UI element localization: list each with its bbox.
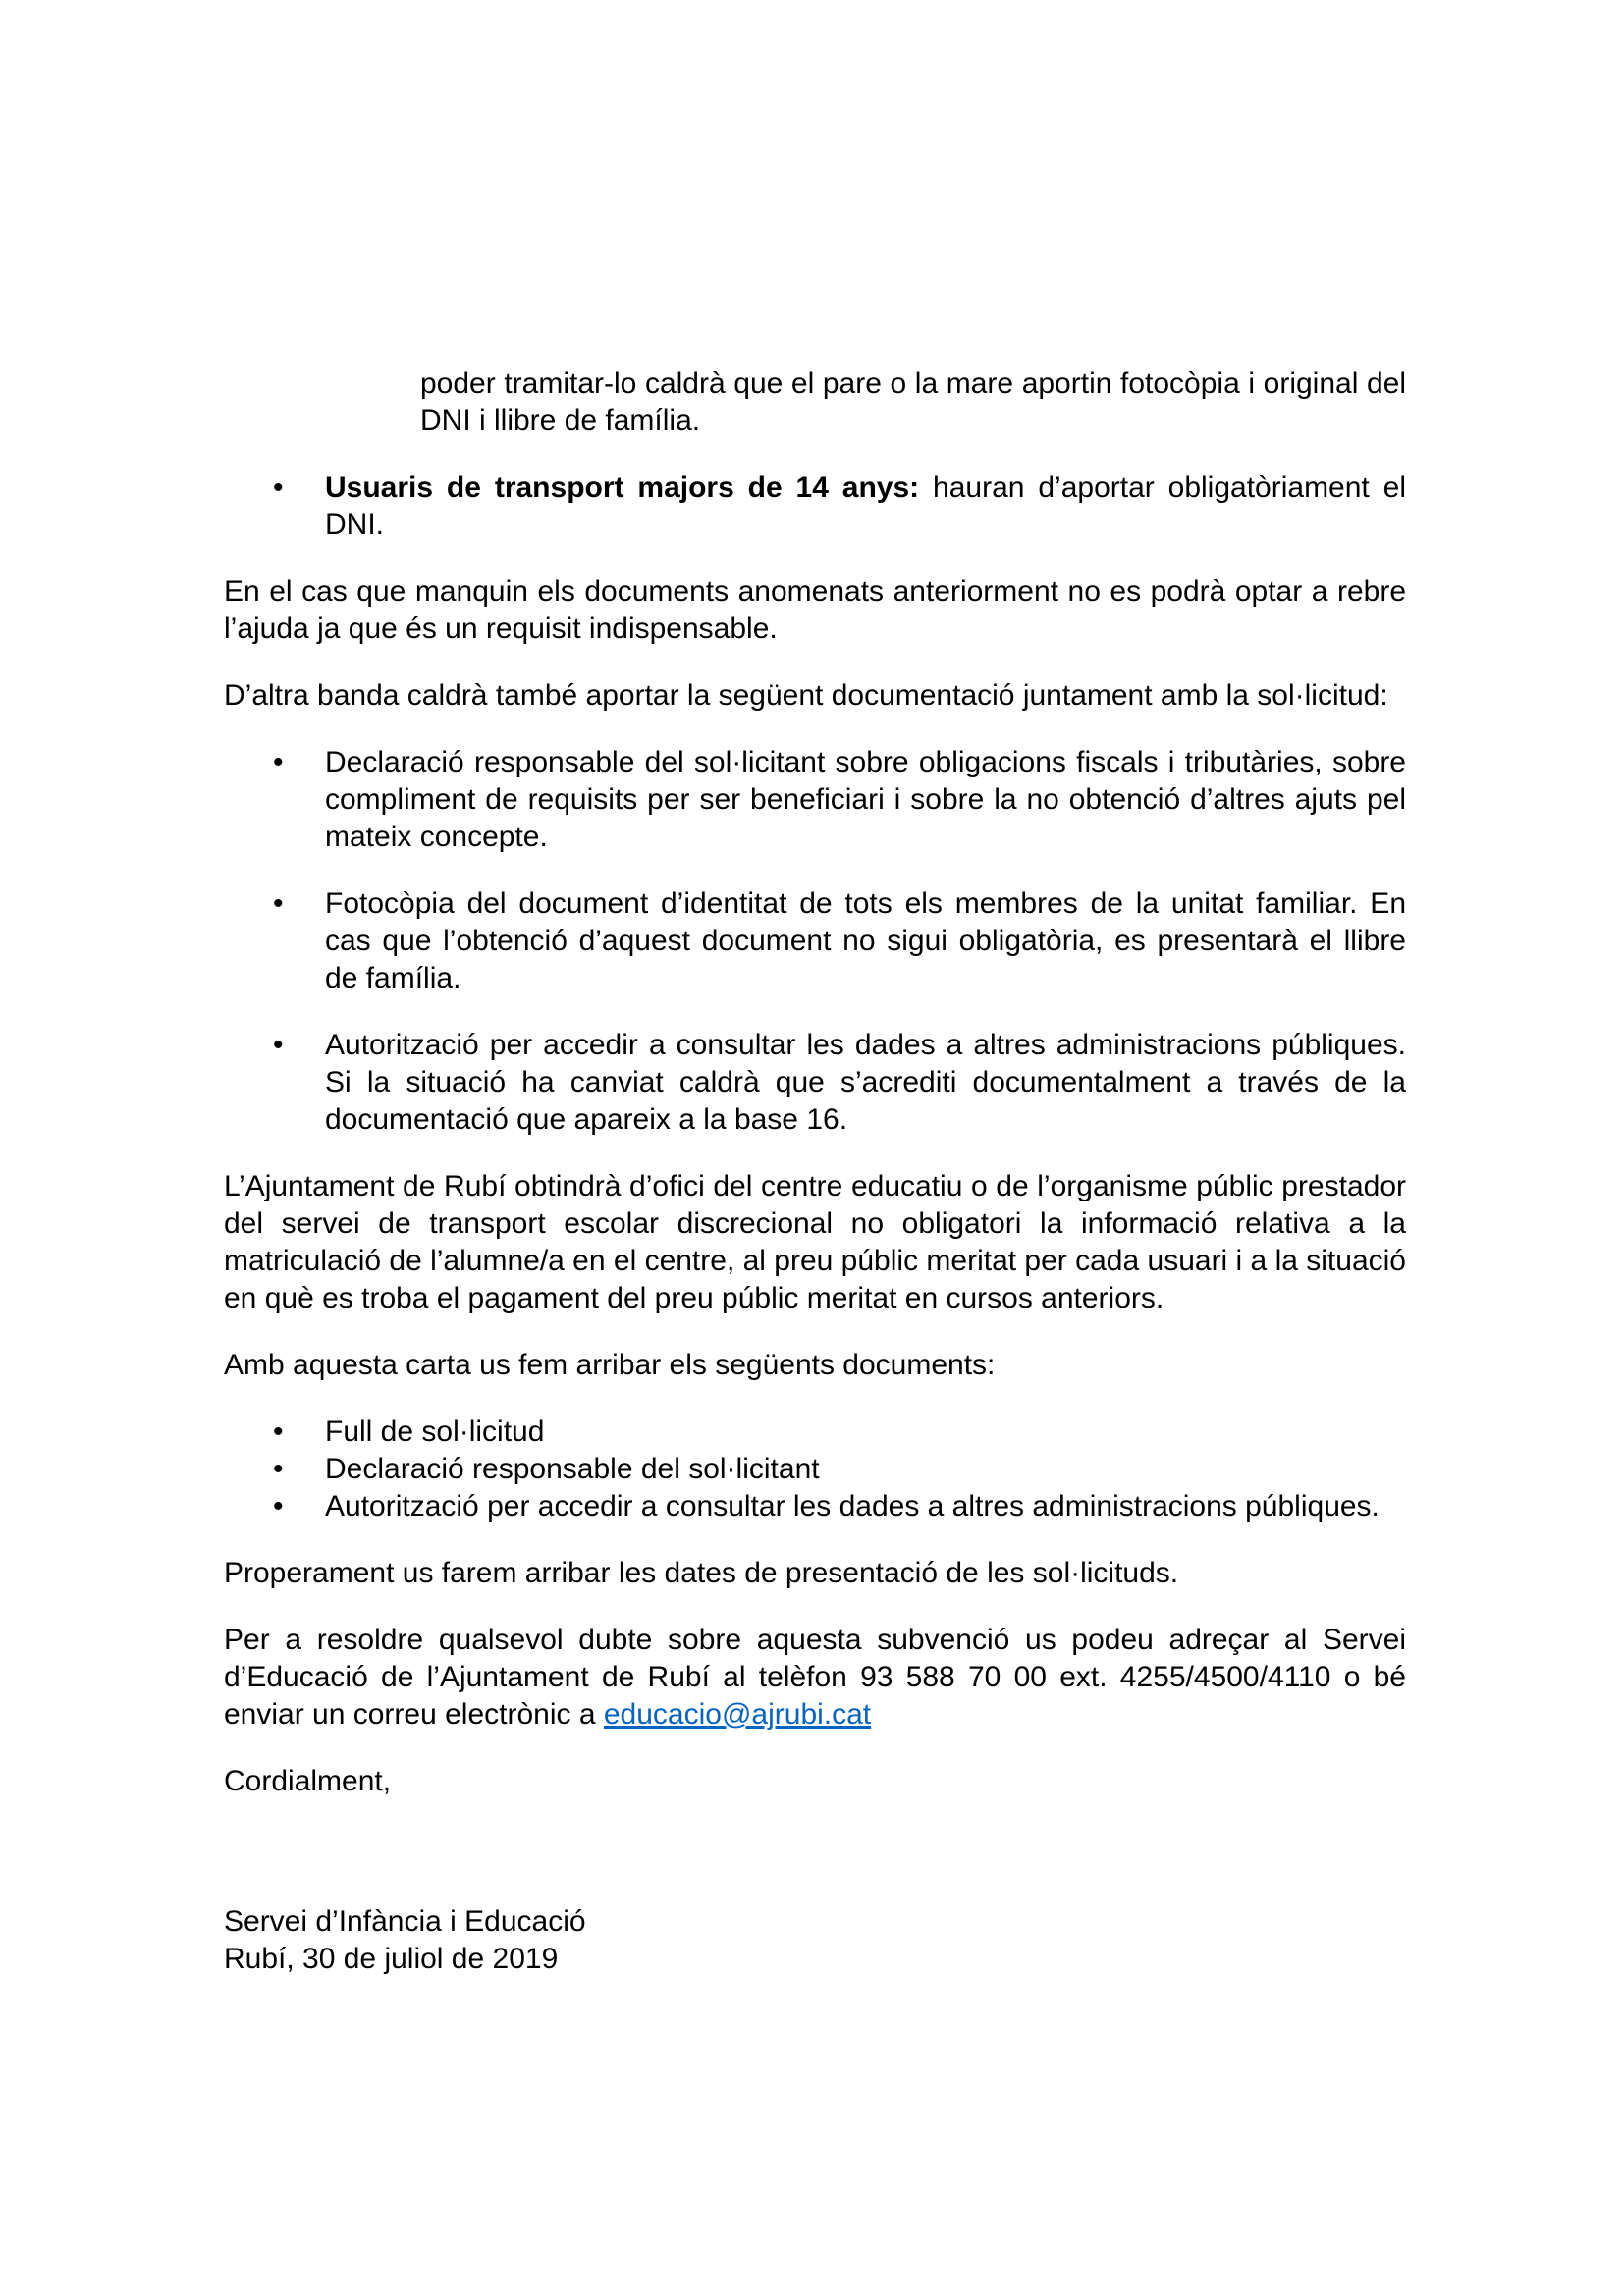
list-item-text: Autorització per accedir a consultar les dades a altres administracions públiques. Si la situació ha canviat caldrà que s’acrediti documentalment a través de la documentació que apareix a la base 16. <box>325 1029 1406 1136</box>
paragraph-contact <box>224 1622 1406 1734</box>
paragraph-properament: Properament us farem arribar les dates de presentació de les sol·licituds. <box>224 1557 1179 1589</box>
list-item-text: Fotocòpia del document d’identitat de tots els membres de la unitat familiar. En cas que l’obtenció d’aquest document no sigui obligatòria, es presentarà el llibre de família. <box>325 887 1406 994</box>
contact-text: Per a resoldre qualsevol dubte sobre aquesta subvenció us podeu adreçar al Servei d’Educació de l’Ajuntament de Rubí al telèfon 93 588 70 00 ext. 4255/4500/4110 o bé enviar un correu electrònic a <box>224 1624 1406 1731</box>
bullet-marker: • <box>273 1415 284 1448</box>
list-item-lead-bold: Usuaris de transport majors de 14 anys: <box>325 471 920 504</box>
list-item-autoritzacio-dades <box>224 1488 1406 1525</box>
list-item-transport-majors <box>224 469 1406 544</box>
signature-place-date: Rubí, 30 de juliol de 2019 <box>224 1943 559 1975</box>
list-item-declaracio <box>224 744 1406 856</box>
bullet-marker: • <box>273 1490 284 1522</box>
list-item-fotocopia <box>224 885 1406 997</box>
list-item-text: Autorització per accedir a consultar les dades a altres administracions públiques. <box>325 1490 1380 1522</box>
document-content <box>224 365 1406 1978</box>
list-attachments <box>224 1414 1406 1525</box>
list-required-docs <box>224 744 1406 1139</box>
bullet-marker: • <box>273 887 284 920</box>
email-link[interactable]: educacio@ajrubi.cat <box>603 1698 872 1731</box>
paragraph-carta-documents: Amb aquesta carta us fem arribar els següents documents: <box>224 1349 996 1381</box>
list-item-rest: hauran d’aportar obligatòriament el DNI. <box>325 471 1406 541</box>
paragraph-missing-documents: En el cas que manquin els documents anomenats anteriorment no es podrà optar a rebre l’ajuda ja que és un requisit indispensable. <box>224 575 1406 645</box>
bullet-marker: • <box>273 746 284 778</box>
paragraph-altra-banda: D’altra banda caldrà també aportar la següent documentació juntament amb la sol·licitud: <box>224 679 1388 712</box>
list-item-text: Full de sol·licitud <box>325 1415 545 1448</box>
list-item-text: Declaració responsable del sol·licitant <box>325 1453 820 1485</box>
paragraph-ajuntament-ofici: L’Ajuntament de Rubí obtindrà d’ofici del centre educatiu o de l’organisme públic prestador del servei de transport escolar discrecional no obligatori la informació relativa a la matriculació de l’alumne/a en el centre, al preu públic meritat per cada usuari i a la situació en què es troba el pagament del preu públic meritat en cursos anteriors. <box>224 1170 1406 1314</box>
bullet-marker: • <box>273 471 284 504</box>
paragraph-continuation: poder tramitar-lo caldrà que el pare o la mare aportin fotocòpia i original del DNI i llibre de família. <box>420 367 1406 437</box>
list-item-autoritzacio <box>224 1027 1406 1139</box>
paragraph-cordialment: Cordialment, <box>224 1765 392 1797</box>
list-item-full-sollicitud <box>224 1414 1406 1451</box>
signature-department: Servei d’Infància i Educació <box>224 1905 586 1938</box>
list-item-text <box>325 469 1406 544</box>
bullet-marker: • <box>273 1029 284 1061</box>
list-item-declaracio-responsable <box>224 1451 1406 1488</box>
bullet-marker: • <box>273 1453 284 1485</box>
list-item-text: Declaració responsable del sol·licitant sobre obligacions fiscals i tributàries, sobre compliment de requisits per ser beneficiari i sobre la no obtenció d’altres ajuts pel mateix concepte. <box>325 746 1406 853</box>
